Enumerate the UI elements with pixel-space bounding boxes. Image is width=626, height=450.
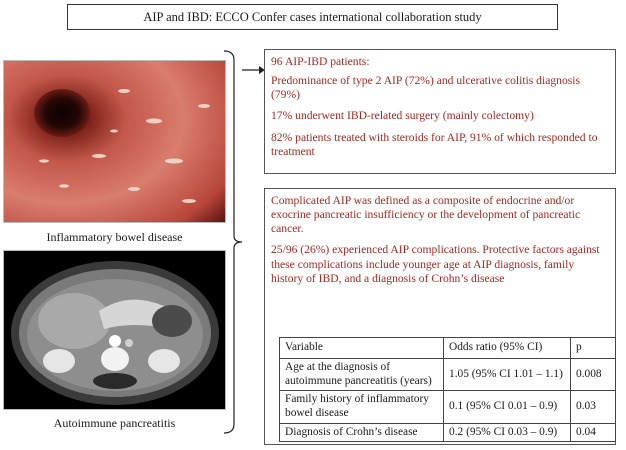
ct-scan-image	[3, 250, 226, 410]
cell-odds-ratio: 0.1 (95% CI 0.01 – 0.9)	[444, 391, 571, 423]
title-box	[67, 4, 558, 30]
header-p: p	[571, 338, 616, 359]
patients-heading: 96 AIP-IBD patients:	[271, 55, 370, 68]
table-header-row	[280, 338, 616, 359]
cell-variable: Age at the diagnosis of autoimmune pancreatitis (years)	[280, 359, 444, 391]
endoscopy-image	[3, 60, 226, 223]
table-row	[280, 359, 616, 391]
grouping-brace	[222, 50, 266, 435]
table-row	[280, 391, 616, 423]
cell-p: 0.03	[571, 391, 616, 423]
caption-autoimmune-pancreatitis: Autoimmune pancreatitis	[53, 416, 176, 430]
cell-p: 0.008	[571, 359, 616, 391]
summary-line: 17% underwent IBD-related surgery (mainly colectomy)	[271, 109, 534, 123]
header-variable: Variable	[280, 338, 444, 359]
summary-panel	[264, 49, 616, 174]
summary-line: Predominance of type 2 AIP (72%) and ulcerative colitis diagnosis (79%)	[271, 74, 580, 102]
summary-line: 82% patients treated with steroids for AIP, 91% of which responded to treatment	[271, 130, 598, 158]
odds-ratio-table	[279, 337, 616, 442]
table-row	[280, 423, 616, 442]
cell-odds-ratio: 1.05 (95% CI 1.01 – 1.1)	[444, 359, 571, 391]
caption-inflammatory-bowel-disease: Inflammatory bowel disease	[46, 230, 183, 244]
complications-finding: 25/96 (26%) experienced AIP complications. Protective factors against these complications include younger age at AIP diagnosis, family history of IBD, and a diagnosis of Crohn’s disease	[271, 243, 600, 285]
cell-odds-ratio: 0.2 (95% CI 0.03 – 0.9)	[444, 423, 571, 442]
cell-variable: Diagnosis of Crohn’s disease	[280, 423, 444, 442]
cell-variable: Family history of inflammatory bowel disease	[280, 391, 444, 423]
page-title: AIP and IBD: ECCO Confer cases international collaboration study	[143, 9, 482, 24]
complicated-aip-definition: Complicated AIP was defined as a composite of endocrine and/or exocrine pancreatic insufficiency or the development of pancreatic cancer.	[271, 194, 581, 236]
cell-p: 0.04	[571, 423, 616, 442]
header-odds-ratio: Odds ratio (95% CI)	[444, 338, 571, 359]
